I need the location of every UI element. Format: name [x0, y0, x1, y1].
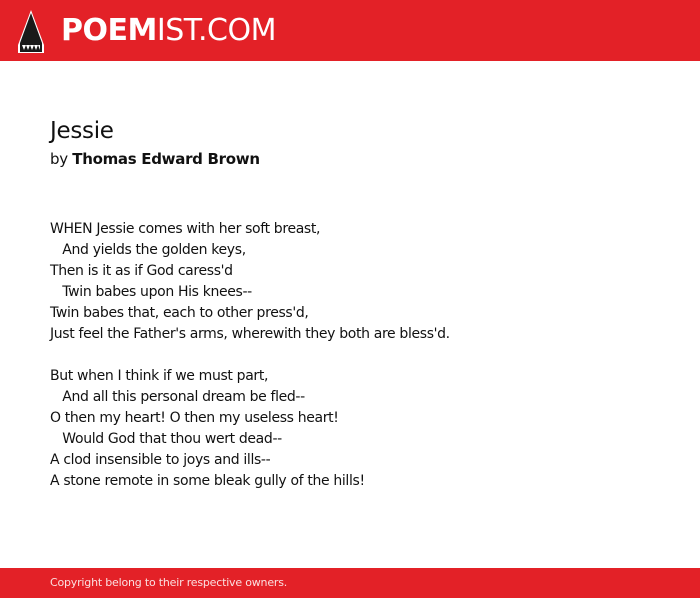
- poem-line: And all this personal dream be fled--: [50, 389, 305, 405]
- poem-line: And yields the golden keys,: [50, 242, 246, 258]
- poem-body: [50, 219, 450, 492]
- site-footer: [0, 568, 700, 598]
- poem-line: Then is it as if God caress'd: [50, 263, 233, 279]
- poem-line: A stone remote in some bleak gully of the hills!: [50, 473, 365, 489]
- site-logo-text: [61, 12, 276, 48]
- site-logo-link[interactable]: [17, 8, 276, 53]
- poem-line: Just feel the Father's arms, wherewith they both are bless'd.: [50, 326, 450, 342]
- pencil-icon: [17, 9, 45, 53]
- poem-author: Thomas Edward Brown: [72, 150, 260, 168]
- stanza-break: [50, 345, 450, 366]
- poem-title: Jessie: [50, 118, 114, 144]
- copyright-notice: Copyright belong to their respective owners.: [50, 576, 288, 589]
- poem-byline: [50, 148, 260, 170]
- poem-line: O then my heart! O then my useless heart!: [50, 410, 339, 426]
- logo-text-bold: POEM: [61, 12, 157, 48]
- poem-line: Would God that thou wert dead--: [50, 431, 282, 447]
- poem-stanza: [50, 366, 450, 492]
- poem-line: A clod insensible to joys and ills--: [50, 452, 271, 468]
- poem-line: WHEN Jessie comes with her soft breast,: [50, 221, 321, 237]
- poem-line: But when I think if we must part,: [50, 368, 269, 384]
- logo-text-light: IST.COM: [156, 12, 276, 48]
- poem-line: Twin babes upon His knees--: [50, 284, 252, 300]
- poem-stanza: [50, 219, 450, 345]
- by-label: by: [50, 150, 68, 168]
- poem-line: Twin babes that, each to other press'd,: [50, 305, 309, 321]
- site-header: [0, 0, 700, 61]
